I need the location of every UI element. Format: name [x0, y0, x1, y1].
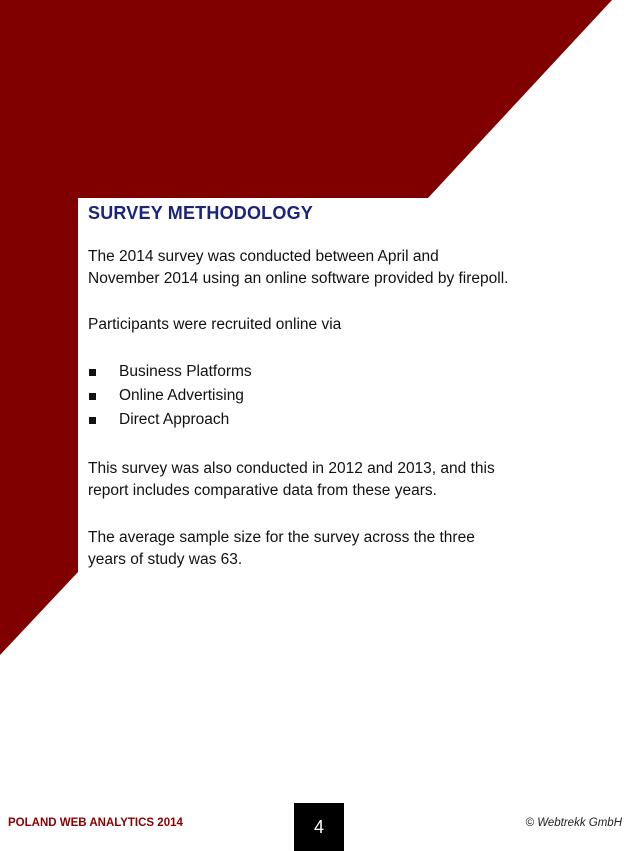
square-bullet-icon — [89, 369, 96, 376]
paragraph-survey-period — [88, 246, 558, 290]
square-bullet-icon — [89, 393, 96, 400]
list-item — [88, 408, 558, 432]
paragraph-previous-years-line-1: This survey was also conducted in 2012 and 2013, and this — [88, 460, 495, 477]
paragraph-survey-period-line-1: The 2014 survey was conducted between April and — [88, 248, 439, 265]
paragraph-sample-size — [88, 527, 558, 571]
paragraph-previous-years — [88, 458, 558, 502]
square-bullet-icon — [89, 417, 96, 424]
paragraph-survey-period-line-2: November 2014 using an online software provided by firepoll. — [88, 270, 509, 287]
list-item-label: Online Advertising — [119, 387, 244, 404]
paragraph-previous-years-line-2: report includes comparative data from these years. — [88, 482, 437, 499]
list-item-label: Business Platforms — [119, 363, 252, 380]
recruitment-channel-list — [88, 360, 558, 432]
paragraph-sample-size-line-1: The average sample size for the survey across the three — [88, 529, 475, 546]
list-item — [88, 384, 558, 408]
paragraph-recruitment: Participants were recruited online via — [88, 316, 342, 333]
list-item — [88, 360, 558, 384]
section-title: SURVEY METHODOLOGY — [88, 203, 313, 223]
footer-copyright: © Webtrekk GmbH — [525, 817, 622, 829]
page-number: 4 — [294, 803, 344, 851]
paragraph-sample-size-line-2: years of study was 63. — [88, 551, 243, 568]
methodology-section — [88, 203, 558, 571]
list-item-label: Direct Approach — [119, 411, 230, 428]
footer-report-title: POLAND WEB ANALYTICS 2014 — [8, 817, 183, 829]
